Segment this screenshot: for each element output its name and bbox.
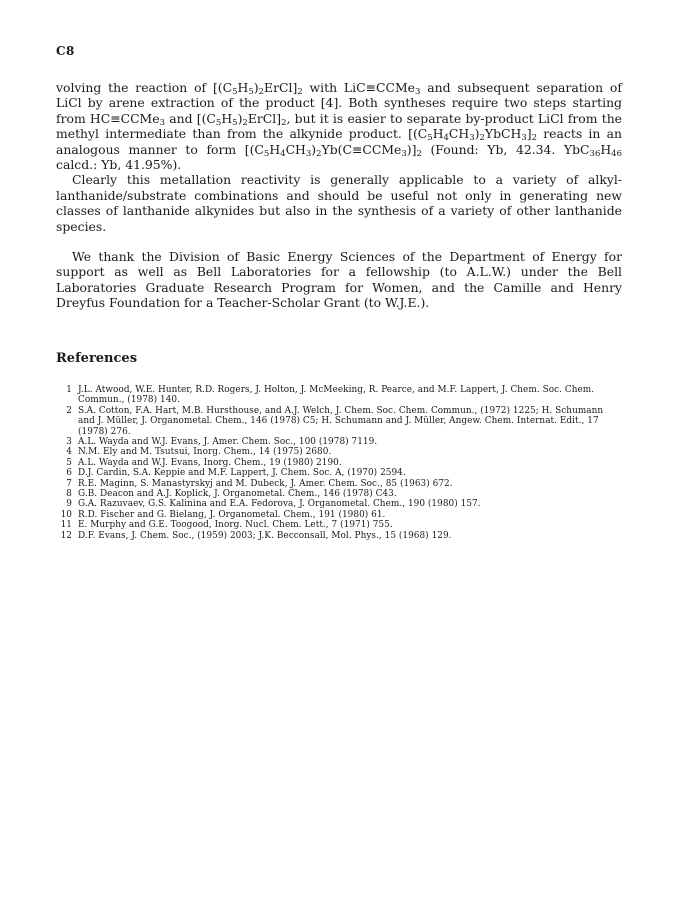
text-segment: )] [406, 141, 417, 157]
reference-number: 9 [66, 499, 72, 510]
subscript: 2 [416, 148, 422, 159]
reference-item [56, 510, 616, 520]
reference-item [56, 479, 616, 489]
text-segment: H [432, 126, 444, 142]
paragraph-conclusion: Clearly this metallation reactivity is generally applicable to a variety of alkyl-lanthanide/substrate combinations and should be useful not only in generating new classes of lanthanide alkynides but also in the synthesis of a variety of other lanthanide species. [56, 172, 622, 234]
text-segment: CH [285, 141, 306, 157]
subscript: 2 [531, 133, 537, 144]
reference-number: 6 [66, 468, 72, 479]
text-segment: , but it is easier to separate by-product LiCl from the methyl intermediate than from the alkynide product. [(C [56, 110, 623, 142]
text-segment: ) [474, 126, 480, 142]
text-segment: H [221, 110, 233, 126]
reference-number: 12 [60, 530, 72, 541]
body-text [56, 80, 622, 311]
reference-item [56, 499, 616, 509]
reference-number: 4 [66, 447, 72, 458]
subscript: 3 [521, 133, 527, 144]
subscript: 2 [297, 87, 303, 97]
reference-item [56, 520, 616, 530]
reference-number: 2 [66, 405, 72, 416]
text-segment: ) [311, 141, 317, 157]
reference-list [56, 385, 616, 541]
text-segment: YbCH [484, 126, 522, 142]
text-segment: ] [526, 126, 532, 142]
acknowledgement: We thank the Division of Basic Energy Sciences of the Department of Energy for support as well as Bell Laboratories for a fellowship (to A.L.W.) under the Bell Laboratories Graduate Research Program for Women, and the Camille and Henry Dreyfus Foundation for a Teacher-Scholar Grant (to W.J.E.). [56, 249, 622, 311]
subscript: 5 [232, 117, 238, 128]
reference-number: 1 [66, 385, 72, 395]
subscript: 2 [281, 117, 287, 128]
subscript: 2 [242, 117, 248, 128]
reference-item [56, 531, 616, 541]
text-segment: reacts in an analogous manner to form [(C [56, 126, 622, 157]
text-segment: and [(C [165, 110, 216, 126]
subscript: 3 [305, 148, 312, 159]
subscript: 4 [443, 133, 449, 144]
subscript: 3 [159, 117, 166, 128]
reference-text: D.F. Evans, J. Chem. Soc., (1959) 2003; J.K. Becconsall, Mol. Phys., 15 (1968) 129. [78, 530, 452, 541]
subscript: 5 [263, 148, 270, 159]
reference-number: 11 [60, 520, 72, 531]
text-segment: ) [237, 110, 243, 126]
subscript: 2 [258, 87, 265, 97]
page-number: C8 [56, 44, 75, 58]
subscript: 46 [611, 148, 622, 159]
reference-number: 3 [66, 437, 72, 448]
reference-number: 8 [66, 489, 72, 500]
text-segment: ErCl] [247, 110, 282, 126]
reference-text: R.D. Fischer and G. Bielang, J. Organometal. Chem., 191 (1980) 61. [78, 509, 386, 520]
reference-item [56, 458, 616, 468]
reference-text: G.A. Razuvaev, G.S. Kalinina and E.A. Fedorova, J. Organometal. Chem., 190 (1980) 157. [78, 499, 481, 510]
text-segment: ErCl] [264, 80, 298, 95]
reference-item [56, 468, 616, 478]
reference-item [56, 447, 616, 457]
text-segment: H [237, 80, 249, 95]
text-segment: ) [253, 80, 259, 95]
text-segment: calcd.: Yb, 41.95%). [56, 157, 182, 173]
text-segment: H [269, 141, 281, 157]
subscript: 3 [401, 148, 407, 159]
text-segment: with LiC≡CCMe [302, 80, 415, 95]
subscript: 5 [215, 117, 222, 128]
reference-text: A.L. Wayda and W.J. Evans, Inorg. Chem., 19 (1980) 2190. [78, 457, 342, 468]
text-segment: Yb(C≡CCMe [321, 141, 402, 157]
reference-text: J.L. Atwood, W.E. Hunter, R.D. Rogers, J. Holton, J. McMeeking, R. Pearce, and M.F. Lappert, J. Chem. Soc. Chem. Commun., (1978) 140. [78, 385, 595, 406]
text-segment: H [600, 141, 612, 157]
reference-number: 7 [66, 478, 72, 489]
text-segment: (Found: Yb, 42.34. YbC [421, 141, 590, 157]
reference-item [56, 385, 616, 406]
reference-text: N.M. Ely and M. Tsutsui, Inorg. Chem., 14 (1975) 2680. [78, 447, 332, 458]
reference-text: G.B. Deacon and A.J. Koplick, J. Organometal. Chem., 146 (1978) C43. [78, 489, 397, 500]
subscript: 2 [479, 133, 485, 144]
subscript: 3 [469, 133, 475, 144]
references-heading: References [56, 351, 138, 366]
subscript: 5 [427, 133, 433, 144]
reference-text: R.E. Maginn, S. Manastyrskyj and M. Dubeck, J. Amer. Chem. Soc., 85 (1963) 672. [78, 478, 453, 489]
subscript: 5 [248, 87, 254, 97]
text-segment: CH [448, 126, 470, 142]
subscript: 5 [232, 87, 238, 97]
reference-item [56, 437, 616, 447]
reference-item [56, 489, 616, 499]
reference-text: A.L. Wayda and W.J. Evans, J. Amer. Chem. Soc., 100 (1978) 7119. [78, 437, 378, 448]
reference-item [56, 406, 616, 437]
subscript: 36 [589, 148, 601, 159]
reference-text: D.J. Cardin, S.A. Keppie and M.F. Lappert, J. Chem. Soc. A, (1970) 2594. [78, 468, 406, 479]
paragraph-metallation-syntheses [56, 80, 622, 172]
reference-text: E. Murphy and G.E. Toogood, Inorg. Nucl. Chem. Lett., 7 (1971) 755. [78, 520, 393, 531]
subscript: 3 [414, 87, 421, 97]
reference-number: 5 [66, 457, 72, 468]
reference-text: S.A. Cotton, F.A. Hart, M.B. Hursthouse, and A.J. Welch, J. Chem. Soc. Chem. Commun., (1972) 1225; H. Schumann and J. Müller, J. Organometal. Chem., 146 (1978) C5; H. Schumann and J. Müller, Angew. Chem. Internat. Edit., 17 (1978) 276. [78, 405, 604, 437]
text-segment: and subsequent separation of LiCl by arene extraction of the product [4]. Both syntheses require two steps starting from HC≡CCMe [56, 80, 622, 126]
subscript: 2 [316, 148, 322, 159]
reference-number: 10 [60, 509, 72, 520]
text-segment: volving the reaction of [(C [56, 80, 233, 95]
subscript: 4 [280, 148, 286, 159]
